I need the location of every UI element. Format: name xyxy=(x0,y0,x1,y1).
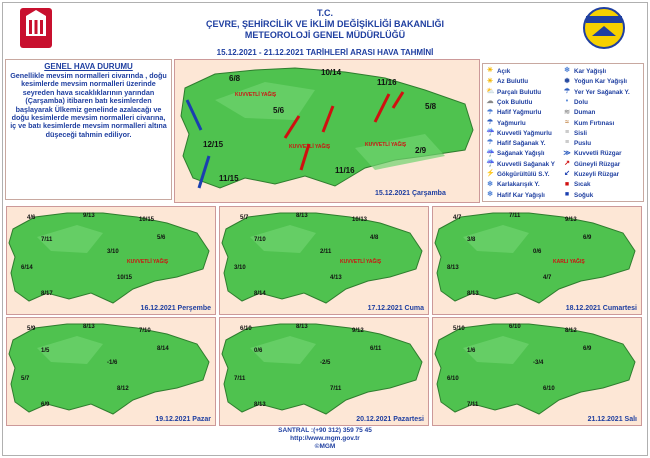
daily-temp: 7/11 xyxy=(467,402,479,408)
legend-item xyxy=(563,119,614,128)
daily-temp: 8/14 xyxy=(254,291,266,297)
legend-label: Karlakarışık Y. xyxy=(497,181,540,189)
legend-item xyxy=(563,77,627,86)
legend-item xyxy=(563,170,619,179)
legend-label: Hafif Kar Yağışlı xyxy=(497,191,545,199)
legend-label: Yağmurlu xyxy=(497,119,526,127)
heavy-shower-icon: ☔ xyxy=(486,160,495,168)
daily-temp: 7/10 xyxy=(254,237,266,243)
legend-label: Sağanak Yağışlı xyxy=(497,150,545,158)
daily-temp: 0/6 xyxy=(533,249,542,255)
daily-temp: 9/13 xyxy=(83,213,95,219)
legend-label: Sisli xyxy=(574,129,587,137)
legend-item xyxy=(486,129,552,138)
legend-label: Kar Yağışlı xyxy=(574,68,607,75)
legend-item xyxy=(563,67,606,76)
local-shower-icon: ☂ xyxy=(563,87,571,95)
legend-item xyxy=(486,149,545,158)
summary-title: GENEL HAVA DURUMU xyxy=(44,62,133,71)
legend-item xyxy=(563,129,587,138)
daily-temp: 1/5 xyxy=(41,348,50,354)
legend-item xyxy=(563,108,595,117)
legend-item xyxy=(486,191,545,200)
strong-wind-icon: ≫ xyxy=(563,149,571,157)
legend-label: Gökgürültülü S.Y. xyxy=(497,171,550,178)
daily-temp: 8/17 xyxy=(41,291,53,297)
legend-label: Güneyli Rüzgar xyxy=(574,160,621,168)
mist-icon: ≡ xyxy=(564,139,570,147)
daily-temp: 10/13 xyxy=(352,217,368,223)
daily-temp: 0/6 xyxy=(254,348,263,354)
sun-icon: ☀ xyxy=(486,67,494,75)
haze-icon: ≋ xyxy=(564,108,570,116)
light-snow-icon: ❄ xyxy=(487,190,493,198)
daily-warning-label: KARLI YAĞIŞ xyxy=(553,259,585,265)
summary-text: Genellikle mevsim normalleri civarında , doğu kesimlerde mevsim normalleri üzerinde seyreden hava sıcaklıklarının yarından (Çarşamba) itibaren batı kesimlerden başlayarak Ülkemiz genelinde azalacağı ve doğu kesimlerde mevsim normalleri civarına, iç ve batı kesimlerde mevsim normalleri altına düşeceği tahmin ediliyor. xyxy=(10,71,167,139)
daily-temp: 7/11 xyxy=(509,213,521,219)
daily-temp: 4/7 xyxy=(543,275,552,281)
daily-temp: 6/10 xyxy=(240,326,252,332)
heavy-rain-icon: ☔ xyxy=(486,129,495,137)
legend-item xyxy=(486,170,549,179)
daily-caption: 20.12.2021 Pazartesi xyxy=(356,416,424,423)
legend-item xyxy=(486,160,555,169)
legend-label: Kuvvetli Sağanak Y xyxy=(497,160,555,168)
daily-caption: 16.12.2021 Perşembe xyxy=(140,305,211,312)
daily-temp: 4/13 xyxy=(330,275,342,281)
daily-temp: -3/4 xyxy=(533,360,544,366)
legend-item xyxy=(563,160,620,169)
org-line-3: METEOROLOJİ GENEL MÜDÜRLÜĞÜ xyxy=(244,30,406,40)
main-temp-1: 6/8 xyxy=(229,74,241,83)
daily-forecast-map xyxy=(219,317,429,426)
daily-temp: 2/11 xyxy=(320,249,332,255)
hot-icon: ■ xyxy=(564,180,570,188)
daily-caption: 19.12.2021 Pazar xyxy=(155,416,211,423)
sandstorm-icon: ≈ xyxy=(565,118,569,126)
legend-label: Kum Fırtınası xyxy=(574,119,615,127)
daily-caption: 21.12.2021 Salı xyxy=(587,416,637,423)
legend-label: Yoğun Kar Yağışlı xyxy=(574,78,627,86)
daily-temp: 10/15 xyxy=(117,275,133,281)
legend-label: Parçalı Bulutlu xyxy=(497,88,542,96)
general-weather-summary xyxy=(5,59,172,200)
daily-temp: 8/13 xyxy=(296,213,308,219)
light-rain-icon: ☂ xyxy=(486,108,494,116)
legend-item xyxy=(486,98,532,107)
daily-temp: 7/11 xyxy=(234,376,246,382)
hail-icon: • xyxy=(565,98,569,106)
daily-temp: 7/10 xyxy=(139,328,151,334)
main-temp-7: 2/9 xyxy=(415,146,427,155)
heavy-snow-icon: ❅ xyxy=(564,77,570,85)
page-footer xyxy=(0,427,650,451)
main-temp-2: 10/14 xyxy=(321,68,342,77)
legend-item xyxy=(563,98,588,107)
sleet-icon: ❄ xyxy=(487,180,493,188)
main-temp-6: 12/15 xyxy=(203,140,224,149)
forecast-date-range: 15.12.2021 - 21.12.2021 TARİHLERİ ARASI HAVA TAHMİNİ xyxy=(216,48,434,57)
daily-temp: 6/10 xyxy=(509,324,521,330)
daily-temp: 8/12 xyxy=(565,328,577,334)
daily-temp: 7/11 xyxy=(330,386,342,392)
daily-forecast-map xyxy=(6,206,216,315)
legend-label: Açık xyxy=(497,68,511,75)
legend-item xyxy=(486,88,541,97)
daily-temp: 7/11 xyxy=(41,237,53,243)
legend-label: Çok Bulutlu xyxy=(497,98,533,106)
main-forecast-map xyxy=(174,59,480,203)
cloud-icon: ☁ xyxy=(486,98,494,106)
partly-cloudy-icon: ⛅ xyxy=(486,87,495,95)
legend-item xyxy=(486,67,510,76)
legend-label: Kuzeyli Rüzgar xyxy=(574,171,620,178)
daily-temp: 8/14 xyxy=(157,346,169,352)
legend-label: Hafif Yağmurlu xyxy=(497,109,542,117)
daily-temp: 4/8 xyxy=(370,235,379,241)
daily-warning-label: KUVVETLİ YAĞIŞ xyxy=(340,259,382,265)
main-temp-5: 5/8 xyxy=(425,102,437,111)
main-map-caption: 15.12.2021 Çarşamba xyxy=(375,190,446,197)
main-temp-8: 11/15 xyxy=(219,174,239,183)
daily-caption: 17.12.2021 Cuma xyxy=(367,305,424,312)
fog-icon: ≡ xyxy=(564,129,570,137)
snow-icon: ❄ xyxy=(564,67,570,75)
legend-label: Sıcak xyxy=(574,181,591,189)
org-line-1: T.C. xyxy=(316,8,333,18)
footer-copyright: ©MGM xyxy=(314,443,336,450)
daily-forecast-map xyxy=(219,206,429,315)
daily-temp: 5/10 xyxy=(453,326,465,332)
north-wind-arrow-icon: ↙ xyxy=(564,170,570,178)
daily-temp: 3/10 xyxy=(107,249,119,255)
daily-temp: 9/12 xyxy=(352,328,364,334)
daily-temp: 6/10 xyxy=(543,386,555,392)
legend-label: Kuvvetli Rüzgar xyxy=(574,150,622,158)
daily-temp: 3/10 xyxy=(234,265,246,271)
daily-temp: 8/13 xyxy=(447,265,459,271)
daily-temp: 1/6 xyxy=(467,348,476,354)
daily-temp: 4/7 xyxy=(453,215,462,221)
legend-item xyxy=(563,191,593,200)
daily-temp: -2/5 xyxy=(320,360,331,366)
daily-temp: 6/10 xyxy=(447,376,459,382)
page-header xyxy=(0,8,650,58)
main-warning-1: KUVVETLİ YAĞIŞ xyxy=(235,92,277,98)
main-temp-4: 11/16 xyxy=(377,78,397,87)
daily-temp: 5/7 xyxy=(240,215,249,221)
legend-item xyxy=(563,180,590,189)
daily-forecast-map xyxy=(432,206,642,315)
footer-url[interactable]: http://www.mgm.gov.tr xyxy=(290,435,360,442)
legend-label: Duman xyxy=(574,109,596,117)
daily-temp: 8/13 xyxy=(254,402,266,408)
weather-legend xyxy=(482,63,644,202)
south-wind-arrow-icon: ↗ xyxy=(564,160,570,168)
daily-temp: 4/6 xyxy=(27,215,36,221)
thunder-icon: ⚡ xyxy=(486,170,495,178)
daily-temp: 6/11 xyxy=(370,346,382,352)
legend-label: Soğuk xyxy=(574,191,594,199)
daily-temp: 6/14 xyxy=(21,265,33,271)
org-line-2: ÇEVRE, ŞEHİRCİLİK VE İKLİM DEĞİŞİKLİĞİ BAKANLIĞI xyxy=(205,19,445,29)
legend-item xyxy=(486,119,526,128)
legend-label: Dolu xyxy=(574,98,588,106)
daily-warning-label: KUVVETLİ YAĞIŞ xyxy=(127,259,169,265)
daily-temp: 10/15 xyxy=(139,217,155,223)
legend-label: Yer Yer Sağanak Y. xyxy=(574,88,630,96)
light-shower-icon: ☂ xyxy=(486,139,494,147)
daily-temp: -1/6 xyxy=(107,360,118,366)
legend-item xyxy=(563,88,630,97)
daily-temp: 3/8 xyxy=(467,237,476,243)
daily-temp: 6/9 xyxy=(41,402,50,408)
daily-temp: 6/9 xyxy=(583,235,592,241)
legend-label: Az Bulutlu xyxy=(497,78,529,86)
legend-item xyxy=(486,180,540,189)
daily-forecast-map xyxy=(6,317,216,426)
legend-item xyxy=(486,77,528,86)
daily-temp: 5/6 xyxy=(157,235,166,241)
legend-label: Kuvvetli Yağmurlu xyxy=(497,129,552,137)
legend-item xyxy=(563,139,591,148)
main-temp-3: 5/6 xyxy=(273,106,285,115)
sun-cloud-icon: ☀ xyxy=(486,77,494,85)
footer-phone: SANTRAL :(+90 312) 359 75 45 xyxy=(278,427,372,434)
legend-item xyxy=(486,139,546,148)
daily-temp: 8/13 xyxy=(83,324,95,330)
legend-label: Hafif Sağanak Y. xyxy=(497,140,546,148)
main-warning-2: KUVVETLİ YAĞIŞ xyxy=(289,144,331,150)
main-temp-9: 11/16 xyxy=(335,166,355,175)
daily-temp: 5/7 xyxy=(21,376,30,382)
daily-temp: 9/13 xyxy=(565,217,577,223)
main-warning-3: KUVVETLİ YAĞIŞ xyxy=(365,142,407,148)
daily-temp: 8/12 xyxy=(117,386,129,392)
shower-icon: ☔ xyxy=(486,149,495,157)
daily-forecast-map xyxy=(432,317,642,426)
daily-caption: 18.12.2021 Cumartesi xyxy=(565,305,637,312)
cold-icon: ■ xyxy=(564,190,570,198)
legend-label: Puslu xyxy=(574,140,592,148)
legend-item xyxy=(563,149,622,158)
daily-temp: 8/13 xyxy=(296,324,308,330)
daily-temp: 6/9 xyxy=(583,346,592,352)
daily-temp: 5/9 xyxy=(27,326,36,332)
rain-icon: ☂ xyxy=(486,118,494,126)
legend-item xyxy=(486,108,541,117)
daily-temp: 8/13 xyxy=(467,291,479,297)
